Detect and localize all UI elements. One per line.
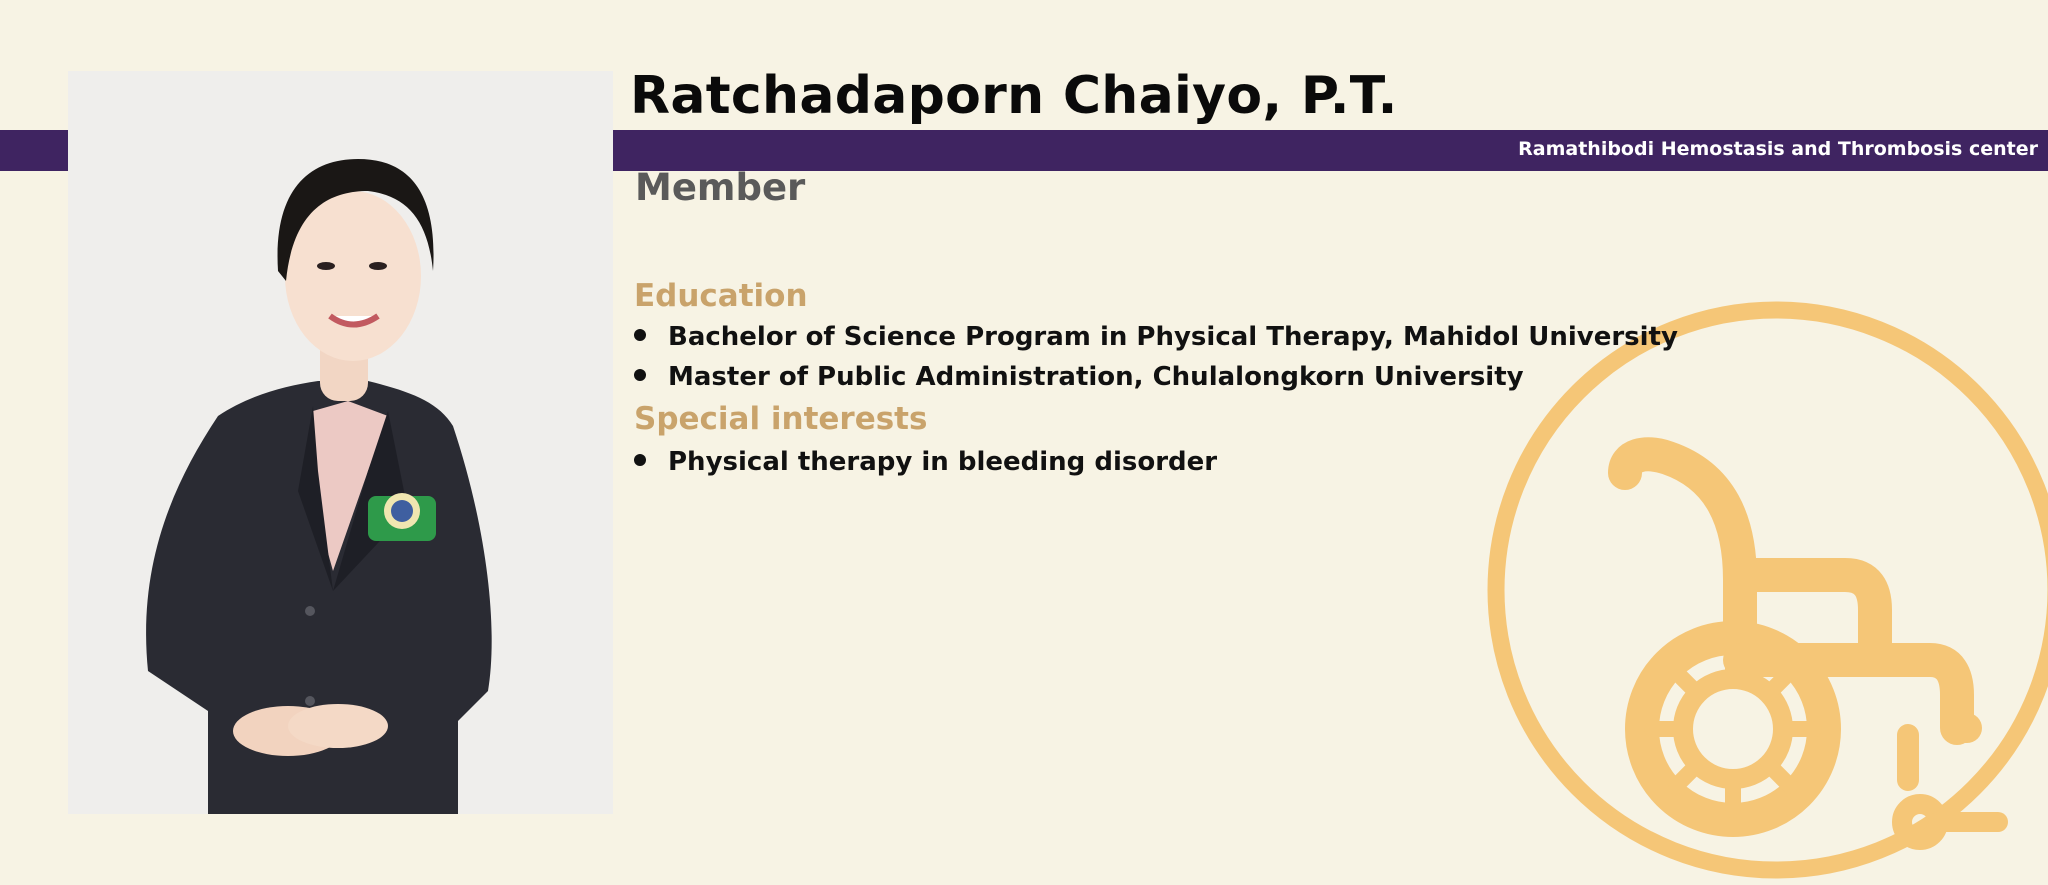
bullet-icon	[634, 454, 646, 466]
portrait-photo	[68, 71, 613, 814]
role-title: Member	[635, 166, 806, 209]
bullet-icon	[634, 369, 646, 381]
center-name: Ramathibodi Hemostasis and Thrombosis center	[1518, 138, 2038, 160]
person-name: Ratchadaporn Chaiyo, P.T.	[630, 66, 1398, 126]
special-interests-heading: Special interests	[634, 401, 928, 437]
special-interest-item: Physical therapy in bleeding disorder	[634, 447, 1217, 477]
education-heading: Education	[634, 278, 808, 314]
education-item: Bachelor of Science Program in Physical Therapy, Mahidol University	[634, 322, 1678, 352]
bullet-icon	[634, 329, 646, 341]
education-item: Master of Public Administration, Chulalongkorn University	[634, 362, 1524, 392]
